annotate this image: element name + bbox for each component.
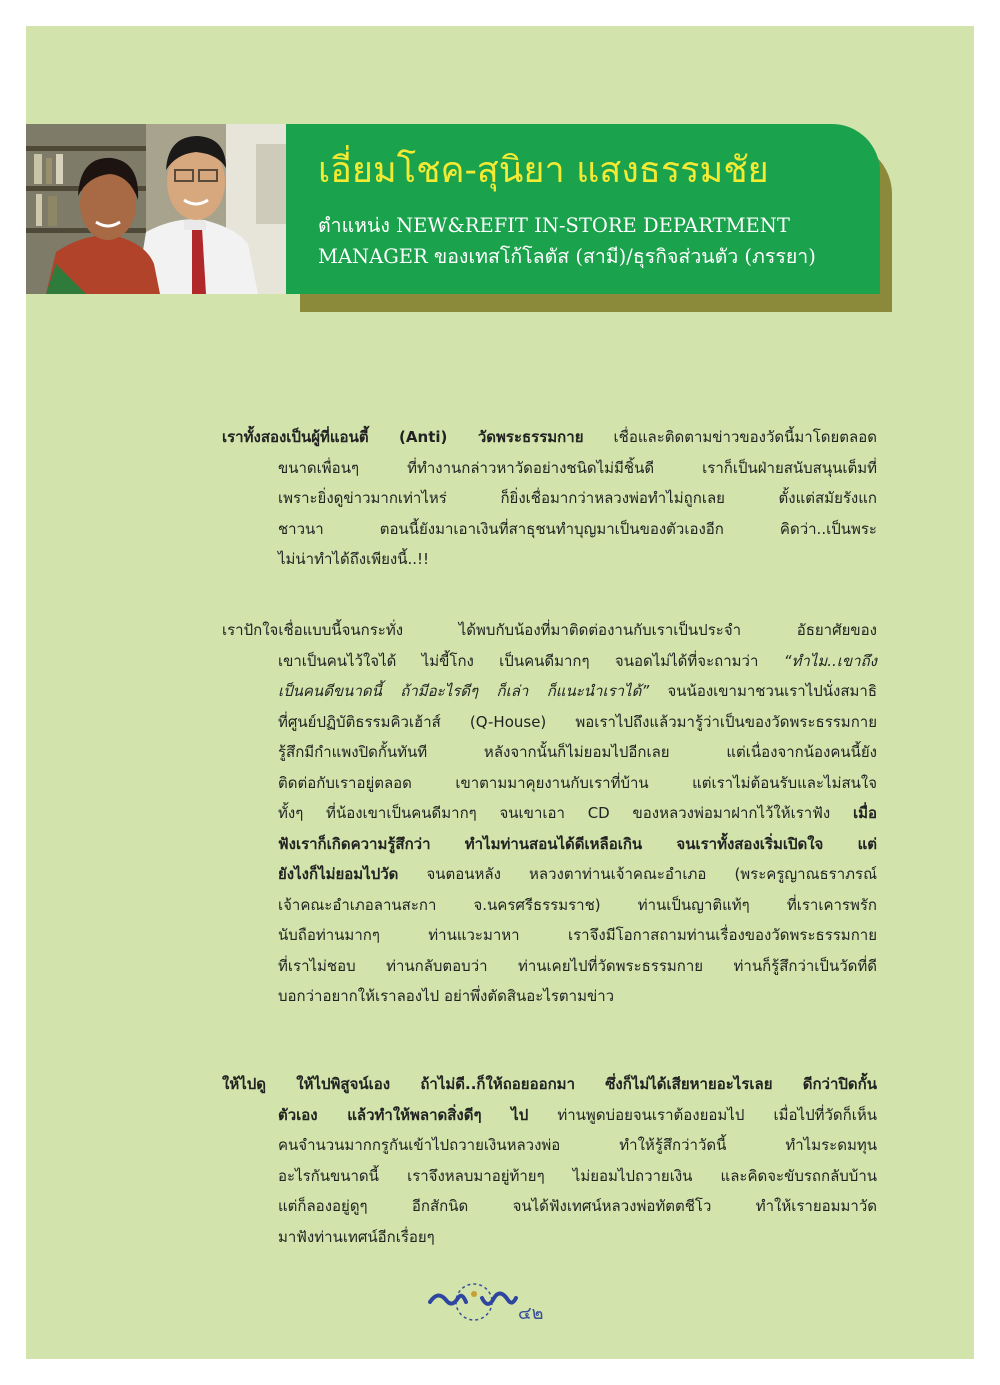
text-segment: จนตอนหลัง หลวงตาท่านเจ้าคณะอำเภอ (พระครูญาณธราภรณ์ (398, 865, 877, 883)
page-number: ๔๒ (518, 1303, 544, 1324)
text-line (222, 981, 877, 1012)
text-line (222, 1191, 877, 1222)
couple-photo (26, 124, 286, 294)
text-segment: ติดต่อกับเราอยู่ตลอด เขาตามมาคุยงานกับเราที่บ้าน แต่เราไม่ต้อนรับและไม่สนใจ (278, 773, 877, 792)
page-title: เอี่ยมโชค-สุนิยา แสงธรรมชัย (318, 150, 769, 191)
text-line (222, 1069, 877, 1100)
couple-photo-icon (26, 124, 286, 294)
text-segment: แต่ก็ลองอยู่ดูๆ อีกสักนิด จนได้ฟังเทศน์หลวงพ่อทัตตชีโว ทำให้เรายอมมาวัด (278, 1197, 877, 1215)
paragraph-2 (222, 615, 877, 1012)
text-segment: ที่ศูนย์ปฏิบัติธรรมคิวเฮ้าส์ (Q-House) พอเราไปถึงแล้วมารู้ว่าเป็นของวัดพระธรรมกาย (278, 712, 877, 731)
paragraph-1 (222, 422, 877, 575)
bold-text: ตัวเอง แล้วทำให้พลาดสิ่งดีๆ ไป (278, 1105, 529, 1124)
text-line (222, 676, 877, 707)
text-line (222, 829, 877, 860)
subtitle-line: MANAGER ของเทสโก้โลตัส (สามี)/ธุรกิจส่วนตัว (ภรรยา) (318, 245, 816, 268)
text-line (222, 1222, 877, 1253)
text-line (222, 1161, 877, 1192)
bold-text: เมื่อ (852, 804, 877, 822)
paragraph-3 (222, 1069, 877, 1252)
text-segment: ท่านพูดบ่อยจนเราต้องยอมไป เมื่อไปที่วัดก็เห็น (528, 1105, 877, 1124)
text-segment: บอกว่าอยากให้เราลองไป อย่าพึ่งตัดสินอะไรตามข่าว (278, 987, 615, 1005)
text-segment: รู้สึกมีกำแพงปิดกั้นทันที หลังจากนั้นก็ไม่ยอมไปอีกเลย แต่เนื่องจากน้องคนนี้ยัง (278, 743, 877, 761)
text-line (222, 544, 877, 575)
subtitle (318, 210, 873, 272)
text-segment: ไม่น่าทำได้ถึงเพียงนี้..!! (278, 550, 430, 568)
text-segment: ชาวนา ตอนนี้ยังมาเอาเงินที่สาธุชนทำบุญมาเป็นของตัวเองอีก คิดว่า..เป็นพระ (278, 519, 877, 538)
text-segment: ที่เราไม่ชอบ ท่านกลับตอบว่า ท่านเคยไปที่วัดพระธรรมกาย ท่านก็รู้สึกว่าเป็นวัดที่ดี (278, 956, 877, 975)
text-line (222, 615, 877, 646)
text-segment: เราปักใจเชื่อแบบนี้จนกระทั่ง ได้พบกับน้องที่มาติดต่องานกับเราเป็นประจำ อัธยาศัยของ (222, 621, 877, 639)
text-line (222, 646, 877, 677)
subtitle-line: ตำแหน่ง NEW&REFIT IN-STORE DEPARTMENT (318, 214, 790, 237)
text-line (222, 920, 877, 951)
text-line (222, 483, 877, 514)
text-segment: อะไรกันขนาดนี้ เราจึงหลบมาอยู่ท้ายๆ ไม่ยอมไปถวายเงิน และคิดจะขับรถกลับบ้าน (278, 1166, 877, 1185)
bold-text: เราทั้งสองเป็นผู้ที่แอนตี้ (Anti) วัดพระธรรมกาย (222, 428, 584, 446)
text-line (222, 859, 877, 890)
text-segment: นับถือท่านมากๆ ท่านแวะมาหา เราจึงมีโอกาสถามท่านเรื่องของวัดพระธรรมกาย (278, 926, 877, 944)
text-line (222, 707, 877, 738)
footer-logo (428, 1276, 578, 1326)
text-line (222, 1100, 877, 1131)
text-segment: เขาเป็นคนไว้ใจได้ ไม่ขี้โกง เป็นคนดีมากๆ จนอดไม่ได้ที่จะถามว่า (278, 651, 784, 670)
text-segment: ขนาดเพื่อนๆ ที่ทำงานกล่าวหาวัดอย่างชนิดไม่มีชิ้นดี เราก็เป็นฝ่ายสนับสนุนเต็มที่ (278, 458, 877, 477)
dhamma-logo-icon (428, 1276, 518, 1326)
text-line (222, 768, 877, 799)
text-line (222, 1130, 877, 1161)
text-line (222, 737, 877, 768)
text-segment: เพราะยิ่งดูข่าวมากเท่าไหร่ ก็ยิ่งเชื่อมากว่าหลวงพ่อทำไม่ถูกเลย ตั้งแต่สมัยรังแก (278, 489, 877, 507)
text-segment: จนน้องเขามาชวนเราไปนั่งสมาธิ (649, 682, 877, 700)
bold-text: ยังไงก็ไม่ยอมไปวัด (278, 865, 399, 883)
text-line (222, 422, 877, 453)
text-segment: เชื่อและติดตามข่าวของวัดนี้มาโดยตลอด (583, 428, 877, 446)
text-line (222, 453, 877, 484)
text-segment: ทั้งๆ ที่น้องเขาเป็นคนดีมากๆ จนเขาเอา CD ของหลวงพ่อมาฝากไว้ให้เราฟัง (278, 804, 853, 822)
italic-text: เป็นคนดีขนาดนี้ ถ้ามีอะไรดีๆ ก็เล่า ก็แนะนำเราได้” (278, 682, 650, 700)
italic-text: “ทำไม..เขาถึง (783, 651, 877, 670)
text-segment: เจ้าคณะอำเภอลานสะกา จ.นครศรีธรรมราช) ท่านเป็นญาติแท้ๆ ที่เราเคารพรัก (278, 895, 877, 914)
text-line (222, 890, 877, 921)
text-line (222, 798, 877, 829)
bold-text: ฟังเราก็เกิดความรู้สึกว่า ทำไมท่านสอนได้ดีเหลือเกิน จนเราทั้งสองเริ่มเปิดใจ แต่ (278, 834, 877, 853)
text-line (222, 951, 877, 982)
text-segment: คนจำนวนมากกรูกันเข้าไปถวายเงินหลวงพ่อ ทำให้รู้สึกว่าวัดนี้ ทำไมระดมทุน (278, 1136, 877, 1154)
bold-text: ให้ไปดู ให้ไปพิสูจน์เอง ถ้าไม่ดี..ก็ให้ถอยออกมา ซึ่งก็ไม่ได้เสียหายอะไรเลย ดีกว่าปิดกั้น (222, 1075, 877, 1093)
text-line (222, 514, 877, 545)
text-segment: มาฟังท่านเทศน์อีกเรื่อยๆ (278, 1227, 435, 1246)
